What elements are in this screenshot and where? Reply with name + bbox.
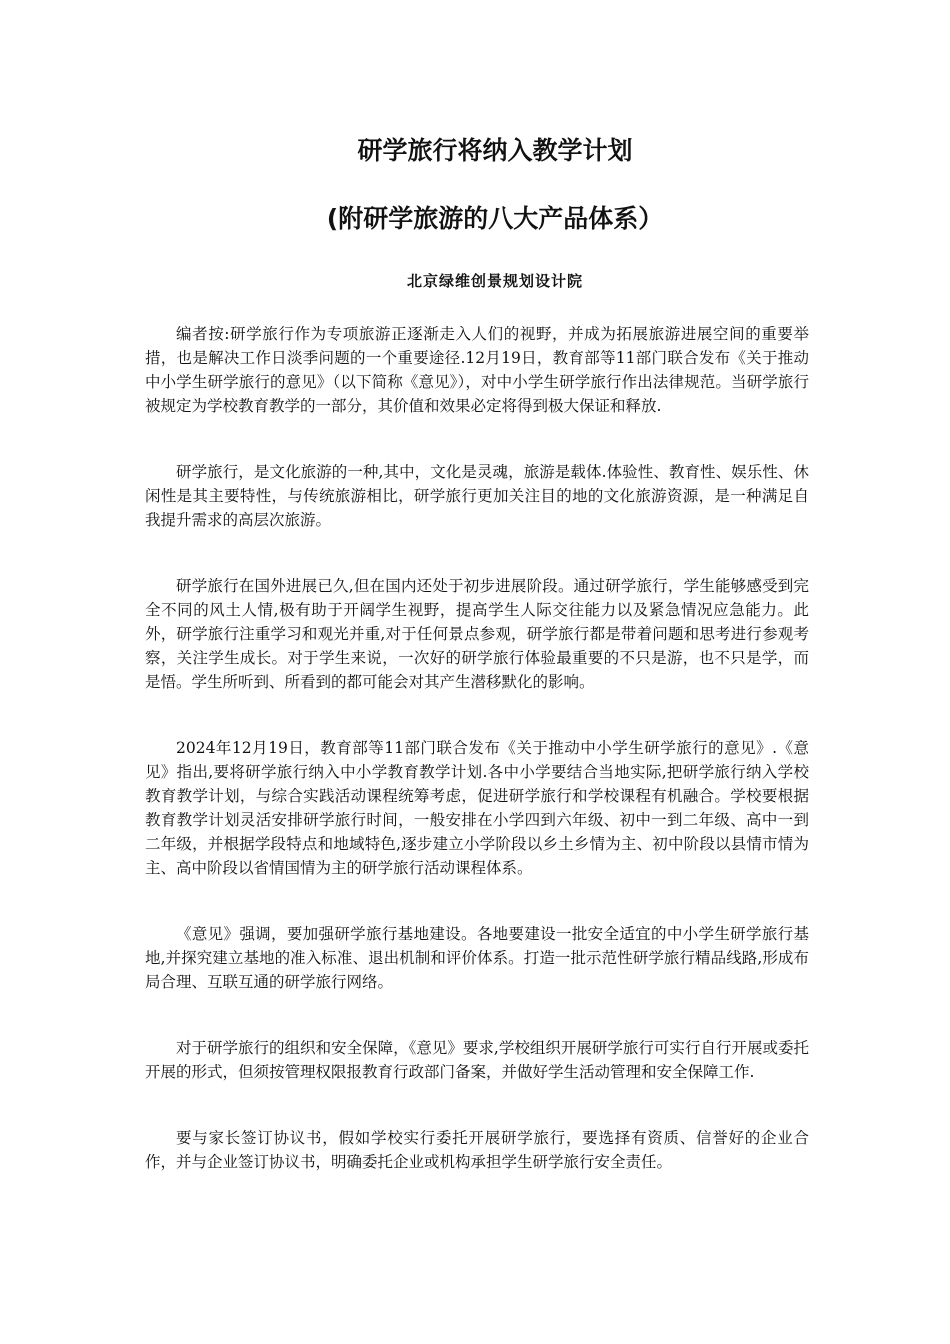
paragraph-base-construction: 《意见》强调，要加强研学旅行基地建设。各地要建设一批安全适宜的中小学生研学旅行基地,并探究建立基地的准入标准、退出机制和评价体系。打造一批示范性研学旅行精品线路,形成布局合理、互联互通的研学旅行网络。 [145, 925, 809, 991]
document-subtitle: (附研学旅游的八大产品体系） [326, 204, 664, 233]
paragraph-development: 研学旅行在国外进展已久,但在国内还处于初步进展阶段。通过研学旅行，学生能够感受到完全不同的风土人情,极有助于开阔学生视野，提高学生人际交往能力以及紧急情况应急能力。此外，研学旅行注重学习和观光并重,对于任何景点参观，研学旅行都是带着问题和思考进行参观考察，关注学生成长。对于学生来说，一次好的研学旅行体验最重要的不只是游，也不只是学，而是悟。学生所听到、所看到的都可能会对其产生潜移默化的影响。 [145, 577, 809, 691]
paragraph-definition: 研学旅行，是文化旅游的一种,其中，文化是灵魂，旅游是载体.体验性、教育性、娱乐性、休闲性是其主要特性，与传统旅游相比，研学旅行更加关注目的地的文化旅游资源，是一种满足自我提升需求的高层次旅游。 [145, 463, 809, 529]
paragraph-policy: 2024年12月19日，教育部等11部门联合发布《关于推动中小学生研学旅行的意见》.《意见》指出,要将研学旅行纳入中小学教育教学计划.各中小学要结合当地实际,把研学旅行纳入学校教育教学计划，与综合实践活动课程统筹考虑，促进研学旅行和学校课程有机融合。学校要根据教育教学计划灵活安排研学旅行时间，一般安排在小学四到六年级、初中一到二年级、高中一到二年级，并根据学段特点和地域特色,逐步建立小学阶段以乡土乡情为主、初中阶段以县情市情为主、高中阶段以省情国情为主的研学旅行活动课程体系。 [145, 739, 809, 877]
document-title: 研学旅行将纳入教学计划 [357, 136, 633, 165]
document-body [145, 322, 809, 1216]
organization-name: 北京绿维创景规划设计院 [406, 272, 583, 290]
paragraph-editor-note: 编者按:研学旅行作为专项旅游正逐渐走入人们的视野，并成为拓展旅游进展空间的重要举措，也是解决工作日淡季问题的一个重要途径.12月19日，教育部等11部门联合发布《关于推动中小学生研学旅行的意见》（以下简称《意见》），对中小学生研学旅行作出法律规范。当研学旅行被规定为学校教育教学的一部分，其价值和效果必定将得到极大保证和释放. [145, 325, 809, 415]
paragraph-agreement: 要与家长签订协议书，假如学校实行委托开展研学旅行，要选择有资质、信誉好的企业合作，并与企业签订协议书，明确委托企业或机构承担学生研学旅行安全责任。 [145, 1129, 809, 1171]
paragraph-safety: 对于研学旅行的组织和安全保障，《意见》要求,学校组织开展研学旅行可实行自行开展或委托开展的形式，但须按管理权限报教育行政部门备案，并做好学生活动管理和安全保障工作. [145, 1039, 809, 1081]
